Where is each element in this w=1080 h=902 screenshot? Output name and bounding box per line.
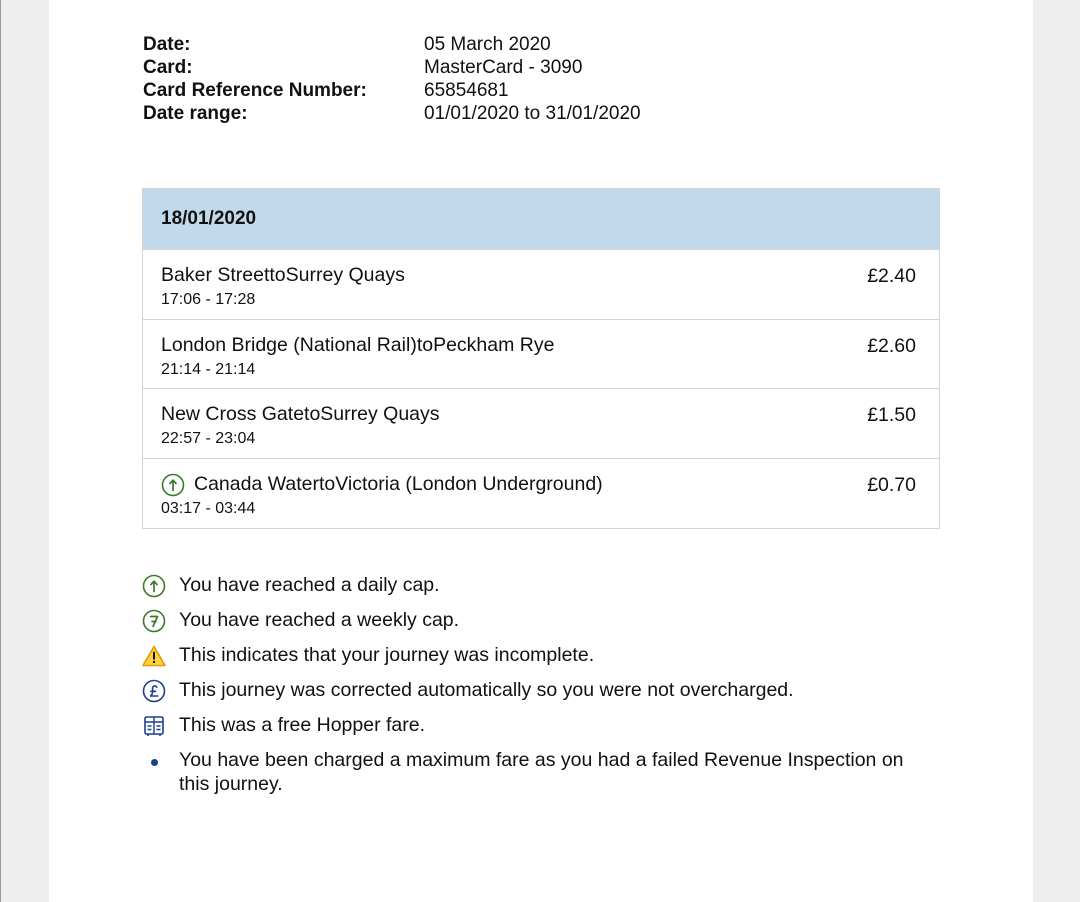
journey-time: 21:14 - 21:14 — [161, 360, 256, 378]
legend — [141, 573, 921, 805]
card-value: MasterCard - 3090 — [424, 57, 583, 78]
legend-incomplete-text: This indicates that your journey was incomplete. — [179, 644, 595, 666]
window-left-border — [0, 0, 1, 902]
daily-cap-icon — [161, 473, 185, 497]
legend-weekly-cap-text: You have reached a weekly cap. — [179, 609, 460, 631]
pound-correction-icon — [141, 678, 167, 704]
bullet-icon — [141, 748, 167, 774]
journey-row[interactable] — [143, 250, 939, 320]
weekly-cap-icon — [141, 608, 167, 634]
legend-max-fare-text: You have been charged a maximum fare as you had a failed Revenue Inspection on this journey. — [179, 749, 904, 795]
summary-row-card — [143, 56, 703, 79]
date-label: Date: — [143, 34, 191, 55]
legend-hopper-text: This was a free Hopper fare. — [179, 714, 426, 736]
journey-route — [161, 264, 405, 287]
journey-row[interactable] — [143, 320, 939, 390]
journey-fare: £0.70 — [867, 473, 916, 496]
reference-label: Card Reference Number: — [143, 80, 367, 101]
summary-row-range — [143, 102, 703, 125]
journey-route-text: Canada WatertoVictoria (London Underground) — [194, 473, 603, 495]
legend-daily-cap-text: You have reached a daily cap. — [179, 574, 440, 596]
date-value: 05 March 2020 — [424, 34, 551, 55]
legend-item-corrected — [141, 678, 921, 704]
journey-fare: £2.60 — [867, 334, 916, 357]
journey-route — [161, 403, 440, 426]
journey-route — [161, 473, 603, 497]
legend-item-max-fare — [141, 748, 921, 796]
summary-row-reference — [143, 79, 703, 102]
legend-item-hopper — [141, 713, 921, 739]
legend-corrected-text: This journey was corrected automatically so you were not overcharged. — [179, 679, 794, 701]
date-range-label: Date range: — [143, 103, 248, 124]
date-range-value: 01/01/2020 to 31/01/2020 — [424, 103, 641, 124]
journey-fare: £1.50 — [867, 404, 916, 426]
journey-row[interactable] — [143, 459, 939, 529]
bus-hopper-icon — [141, 713, 167, 739]
journey-route-text: Baker StreettoSurrey Quays — [161, 264, 405, 286]
summary-row-date — [143, 33, 703, 56]
journey-day-header: 18/01/2020 — [143, 189, 939, 250]
statement-summary — [143, 33, 703, 125]
warning-icon — [141, 643, 167, 669]
daily-cap-icon — [141, 573, 167, 599]
journey-route — [161, 334, 554, 357]
journey-row[interactable] — [143, 389, 939, 459]
legend-item-weekly-cap — [141, 608, 921, 634]
reference-value: 65854681 — [424, 80, 509, 101]
journey-time: 03:17 - 03:44 — [161, 499, 256, 517]
journey-table — [142, 188, 940, 529]
journey-route-text: New Cross GatetoSurrey Quays — [161, 403, 440, 425]
legend-item-incomplete — [141, 643, 921, 669]
journey-time: 17:06 - 17:28 — [161, 291, 256, 308]
card-label: Card: — [143, 57, 193, 78]
journey-route-text: London Bridge (National Rail)toPeckham Rye — [161, 333, 555, 356]
statement-page — [49, 0, 1033, 902]
legend-item-daily-cap — [141, 573, 921, 599]
journey-fare: £2.40 — [867, 265, 916, 287]
journey-time: 22:57 - 23:04 — [161, 430, 256, 447]
